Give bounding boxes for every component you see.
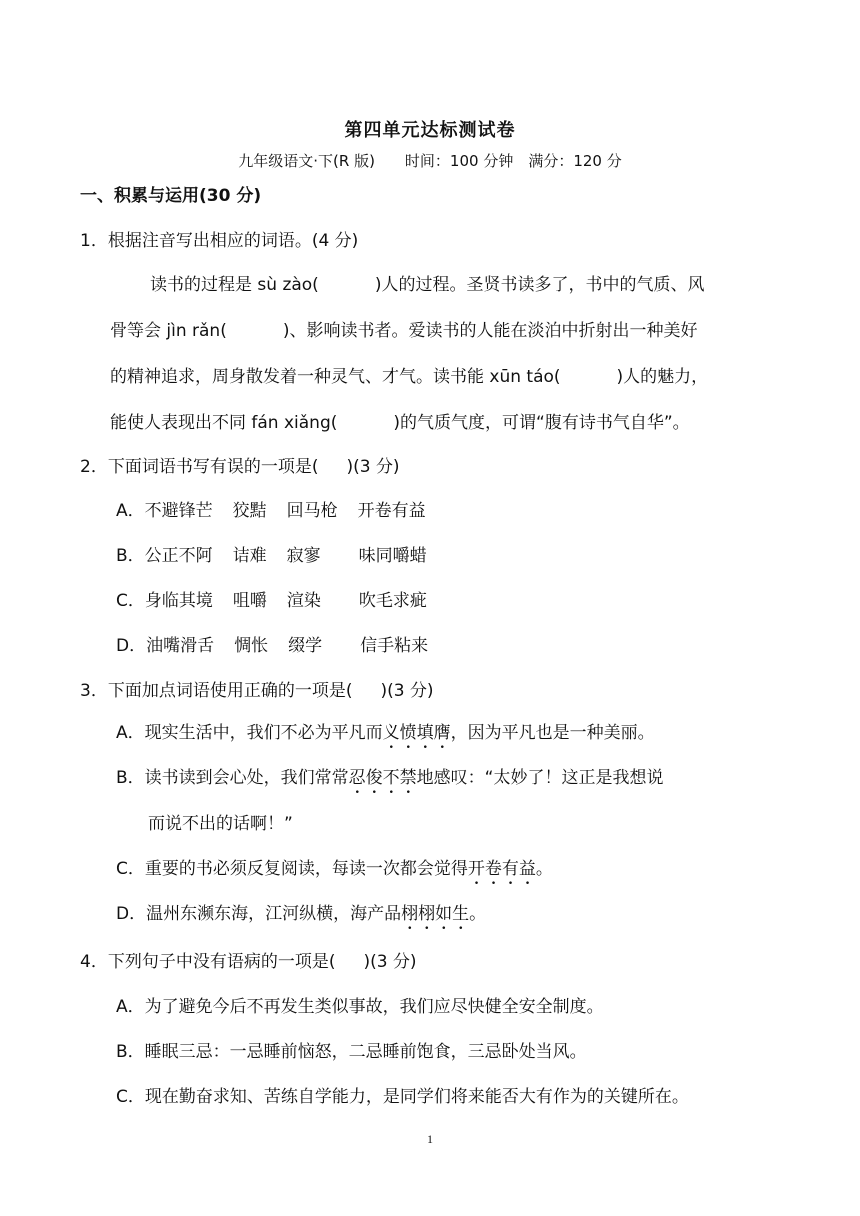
q2-option-d: D．油嘴滑舌 惆怅 缀学 信手粘来 bbox=[116, 636, 429, 656]
q3-option-a: A．现实生活中，我们不必为平凡而义愤填膺，因为平凡也是一种美丽。 bbox=[116, 723, 655, 743]
q3-option-c: C．重要的书必须反复阅读，每读一次都会觉得开卷有益。 bbox=[116, 859, 553, 879]
q4-option-a: A．为了避免今后不再发生类似事故，我们应尽快健全安全制度。 bbox=[116, 997, 604, 1017]
q1-line-1: 读书的过程是 sù zào( )人的过程。圣贤书读多了，书中的气质、风 bbox=[150, 275, 705, 295]
q2-option-b: B．公正不阿 诘难 寂寥 味同嚼蜡 bbox=[116, 546, 427, 566]
q1-line-3: 的精神追求，周身散发着一种灵气、才气。读书能 xūn táo( )人的魅力， bbox=[110, 367, 709, 387]
dotted-phrase: 开卷有益 bbox=[467, 859, 536, 879]
page-number: 1 bbox=[427, 1132, 433, 1146]
q4-option-b: B．睡眠三忌：一忌睡前恼怒，二忌睡前饱食，三忌卧处当风。 bbox=[116, 1042, 587, 1062]
q3-option-b: B．读书读到会心处，我们常常忍俊不禁地感叹：“太妙了！这正是我想说 bbox=[116, 768, 664, 788]
dotted-phrase: 栩栩如生 bbox=[401, 904, 470, 924]
q2-option-c: C．身临其境 咀嚼 渲染 吹毛求疵 bbox=[116, 591, 427, 611]
page-title: 第四单元达标测试卷 bbox=[344, 120, 516, 141]
question-4-stem: 4．下列句子中没有语病的一项是( )(3 分) bbox=[80, 952, 417, 972]
question-3-stem: 3．下面加点词语使用正确的一项是( )(3 分) bbox=[80, 681, 434, 701]
q3-option-d: D．温州东濒东海，江河纵横，海产品栩栩如生。 bbox=[116, 904, 487, 924]
q3-option-b-cont: 而说不出的话啊！” bbox=[148, 814, 293, 834]
section-heading: 一、积累与运用(30 分) bbox=[80, 186, 262, 206]
q2-option-a: A．不避锋芒 狡黠 回马枪 开卷有益 bbox=[116, 501, 426, 521]
exam-info: 九年级语文·下(R 版) 时间：100 分钟 满分：120 分 bbox=[238, 152, 622, 170]
dotted-phrase: 忍俊不禁 bbox=[348, 768, 417, 788]
q1-line-2: 骨等会 jìn rǎn( )、影响读书者。爱读书的人能在淡泊中折射出一种美好 bbox=[110, 321, 698, 341]
q1-line-4: 能使人表现出不同 fán xiǎng( )的气质气度，可谓“腹有诗书气自华”。 bbox=[110, 413, 690, 433]
question-2-stem: 2．下面词语书写有误的一项是( )(3 分) bbox=[80, 457, 400, 477]
q4-option-c: C．现在勤奋求知、苦练自学能力，是同学们将来能否大有作为的关键所在。 bbox=[116, 1087, 689, 1107]
dotted-phrase: 义愤填膺 bbox=[382, 723, 451, 743]
question-1-stem: 1．根据注音写出相应的词语。(4 分) bbox=[80, 231, 359, 251]
